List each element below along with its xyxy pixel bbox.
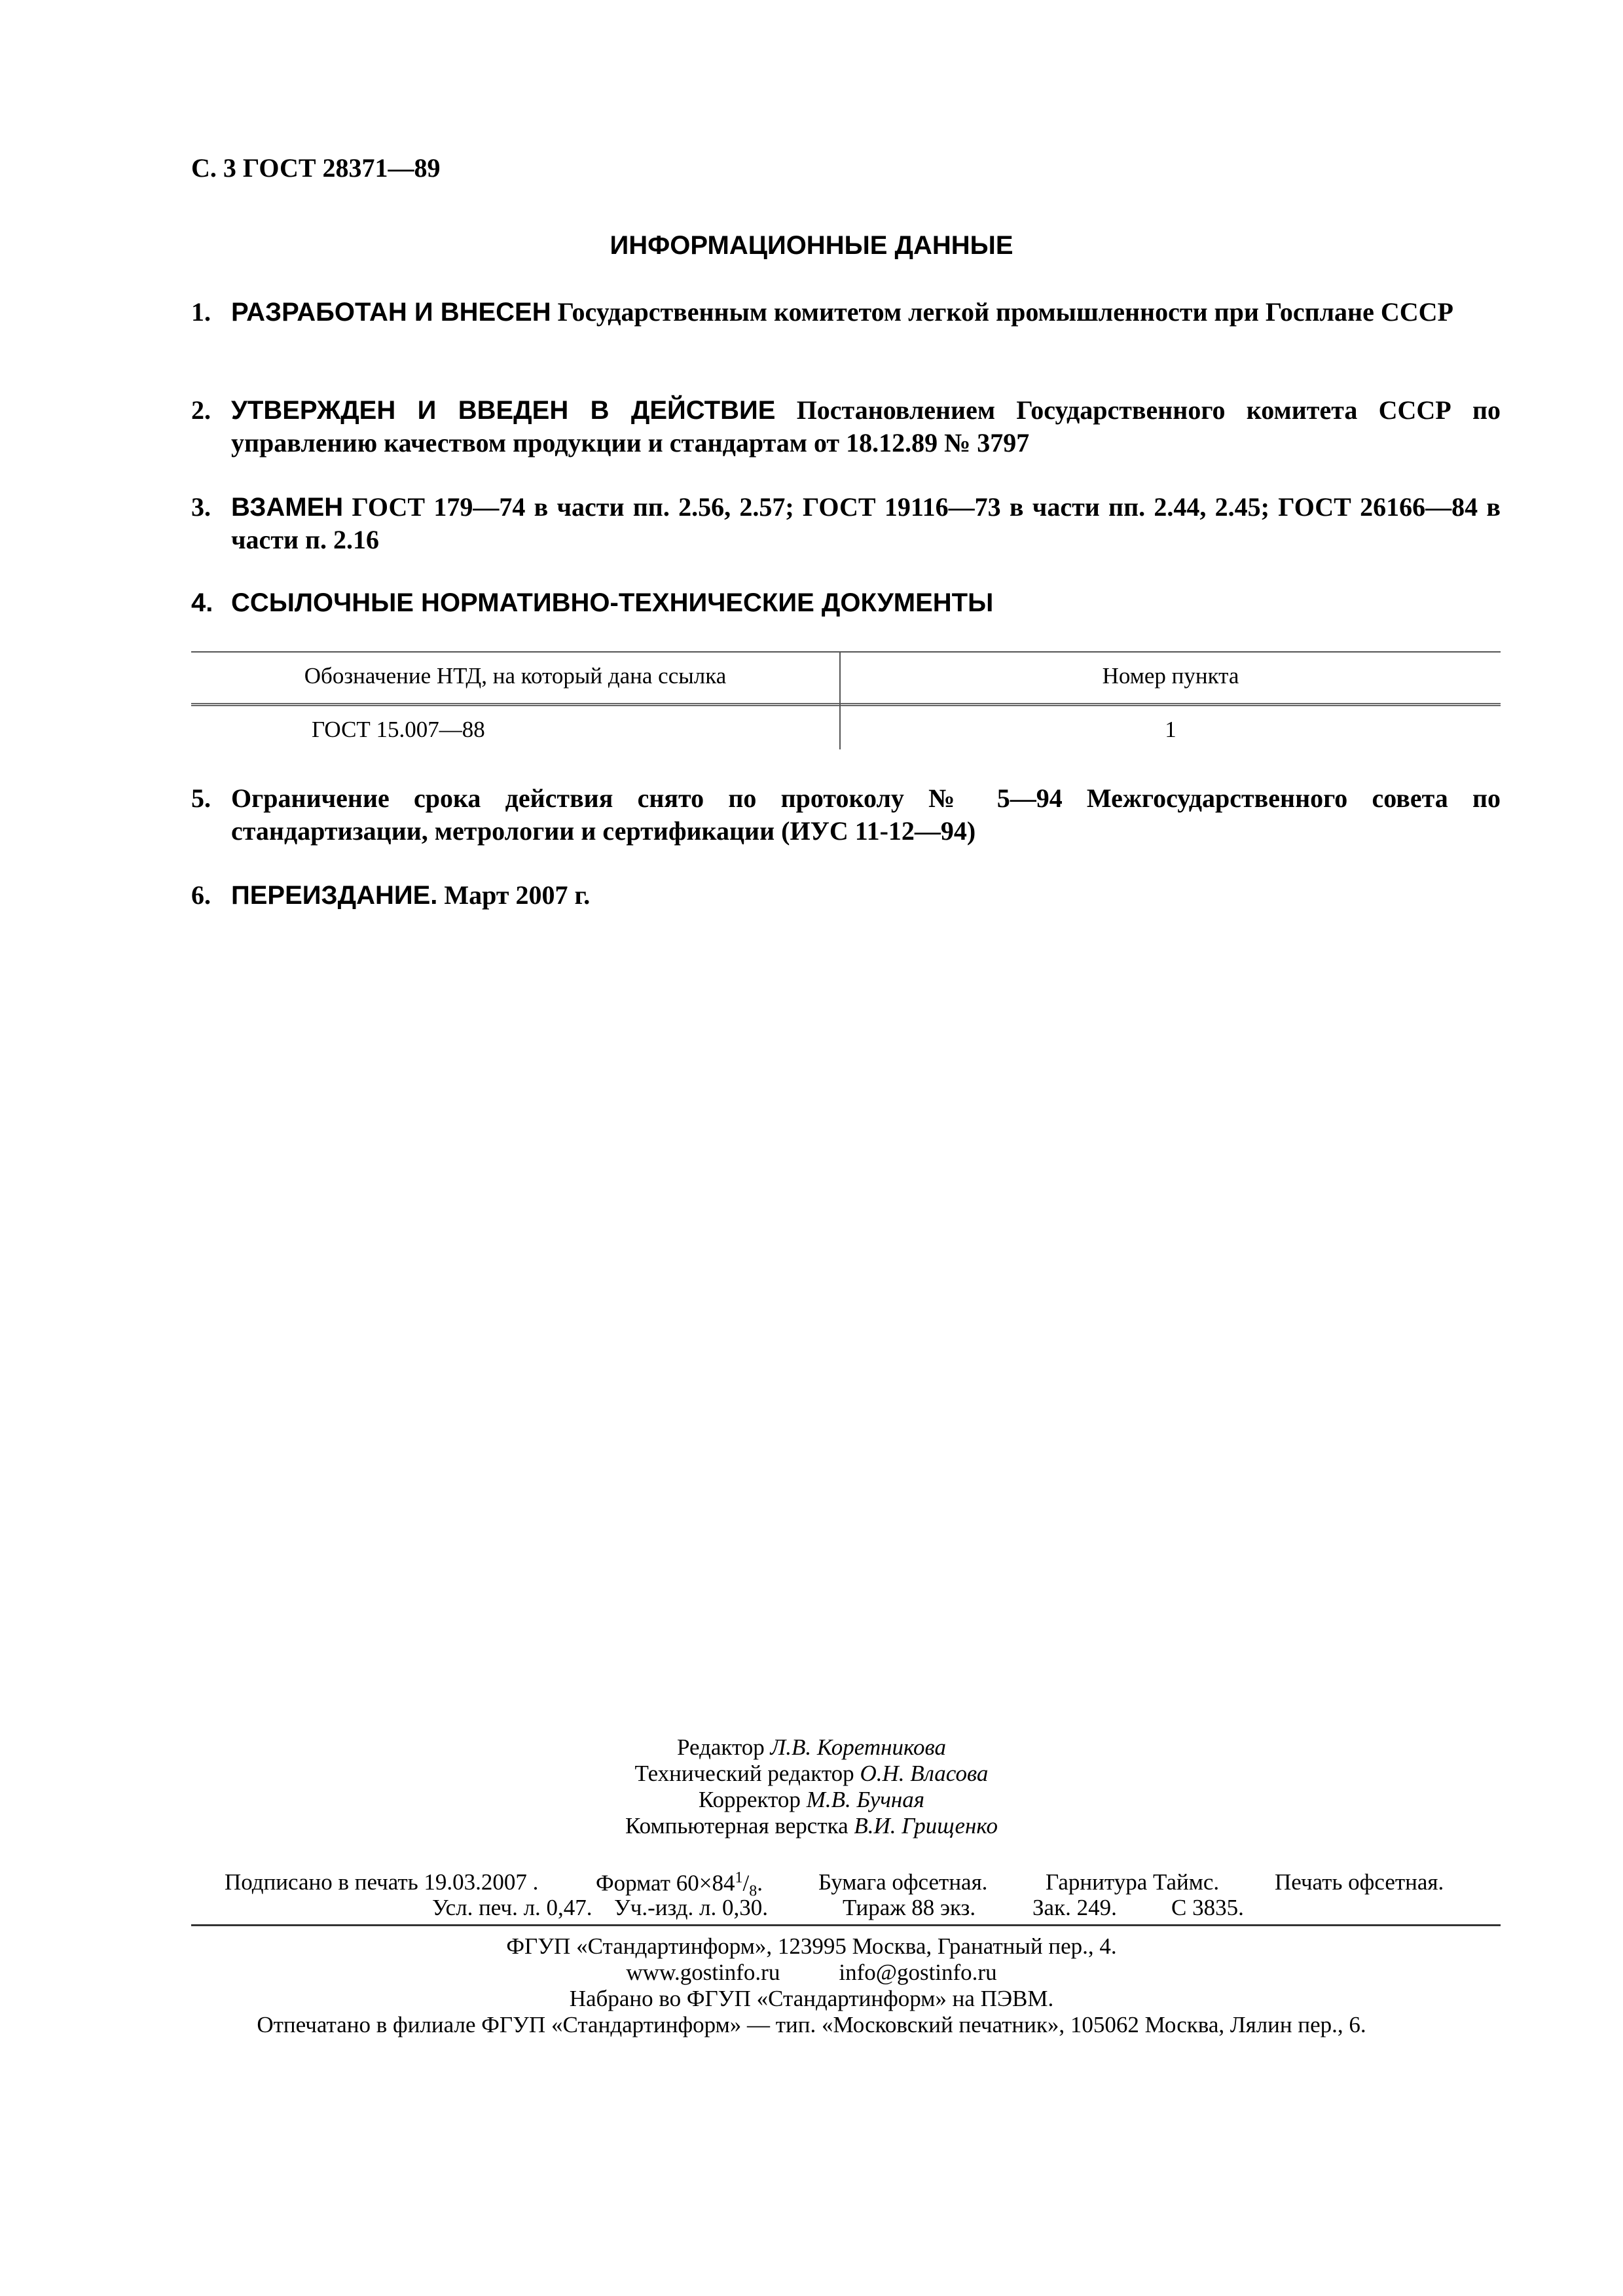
imprint-code: С 3835. [1171, 1895, 1244, 1920]
format-suffix: . [757, 1870, 763, 1896]
credit-person: В.И. Грищенко [854, 1813, 998, 1839]
publisher-info [0, 1933, 1623, 2038]
item-lead: УТВЕРЖДЕН И ВВЕДЕН В ДЕЙСТВИЕ [231, 396, 776, 425]
item-text: ГОСТ 179—74 в части пп. 2.56, 2.57; ГОСТ 19116—73 в части пп. 2.44, 2.45; ГОСТ 26166—84 в части п. 2.16 [231, 492, 1501, 554]
table-header-designation: Обозначение НТД, на который дана ссылка [304, 663, 727, 689]
format-prefix: Формат 60×84 [596, 1870, 735, 1896]
item-lead: ВЗАМЕН [231, 493, 344, 522]
publisher-typeset: Набрано во ФГУП «Стандартинформ» на ПЭВМ. [569, 1986, 1054, 2011]
publisher-contacts [0, 1960, 1623, 1986]
publisher-address: ФГУП «Стандартинформ», 123995 Москва, Гранатный пер., 4. [506, 1933, 1117, 1959]
credit-role: Корректор [698, 1787, 801, 1812]
credit-proofreader [0, 1787, 1623, 1813]
table-cell-clause: 1 [1165, 717, 1176, 742]
credit-person: О.Н. Власова [860, 1761, 989, 1786]
table-top-rule [191, 651, 1501, 653]
item-text: Март 2007 г. [437, 880, 591, 910]
table-header-clause: Номер пункта [1102, 663, 1239, 689]
credit-role: Компьютерная верстка [625, 1813, 848, 1839]
table-cell-designation: ГОСТ 15.007—88 [312, 717, 485, 742]
item-number: 1. [191, 297, 211, 327]
item-lead: ПЕРЕИЗДАНИЕ. [231, 881, 438, 910]
imprint-sheets: Усл. печ. л. 0,47. [432, 1895, 593, 1920]
document-title: ИНФОРМАЦИОННЫЕ ДАННЫЕ [610, 231, 1013, 260]
table-header-rule [191, 703, 1501, 706]
credit-person: Л.В. Коретникова [770, 1734, 946, 1760]
publisher-website[interactable]: www.gostinfo.ru [626, 1960, 780, 1985]
item-number: 3. [191, 492, 211, 522]
credit-editor [0, 1734, 1623, 1761]
info-item-4 [191, 586, 1501, 619]
imprint-order: Зак. 249. [1032, 1895, 1117, 1920]
credit-person: М.В. Бучная [806, 1787, 925, 1812]
format-fraction-numerator: 1 [735, 1869, 743, 1886]
imprint-divider [191, 1924, 1501, 1926]
item-number: 2. [191, 395, 211, 425]
item-text: Государственным комитетом легкой промышленности при Госплане СССР [551, 297, 1453, 327]
credit-technical-editor [0, 1761, 1623, 1787]
info-item-1 [191, 296, 1501, 329]
publisher-email[interactable]: info@gostinfo.ru [839, 1960, 997, 1985]
reference-table [191, 651, 1501, 749]
imprint-edition-sheets: Уч.-изд. л. 0,30. [614, 1895, 768, 1920]
imprint-format: Формат $60\times 84^1/_8$. [596, 1869, 763, 1900]
info-item-6 [191, 879, 1501, 912]
item-text: Постановлением Государственного комитета СССР по управлению качеством продукции и стандартам от 18.12.89 № 3797 [231, 395, 1501, 457]
imprint-signed: Подписано в печать 19.03.2007 . [225, 1869, 539, 1895]
info-item-2 [191, 394, 1501, 459]
info-item-5 [191, 782, 1501, 848]
publisher-printed: Отпечатано в филиале ФГУП «Стандартинформ» — тип. «Московский печатник», 105062 Москва, Лялин пер., 6. [257, 2012, 1366, 2037]
imprint-printing: Печать офсетная. [1275, 1869, 1444, 1895]
item-number: 4. [191, 588, 213, 617]
credit-layout [0, 1813, 1623, 1839]
item-number: 5. [191, 783, 211, 813]
item-lead: ССЫЛОЧНЫЕ НОРМАТИВНО-ТЕХНИЧЕСКИЕ ДОКУМЕНТЫ [231, 588, 994, 617]
format-fraction-denominator: 8 [749, 1882, 757, 1900]
item-text: Ограничение срока действия снято по протоколу № 5—94 Межгосударственного совета по стандартизации, метрологии и сертификации (ИУС 11-12—94) [231, 783, 1501, 846]
editorial-credits [0, 1734, 1623, 1839]
item-number: 6. [191, 880, 211, 910]
credit-role: Технический редактор [634, 1761, 854, 1786]
imprint-circulation: Тираж 88 экз. [843, 1895, 976, 1920]
imprint-typeface: Гарнитура Таймс. [1046, 1869, 1220, 1895]
info-item-3 [191, 491, 1501, 556]
credit-role: Редактор [677, 1734, 765, 1760]
imprint-paper: Бумага офсетная. [818, 1869, 988, 1895]
item-lead: РАЗРАБОТАН И ВНЕСЕН [231, 298, 551, 327]
page-header: С. 3 ГОСТ 28371—89 [191, 153, 441, 183]
